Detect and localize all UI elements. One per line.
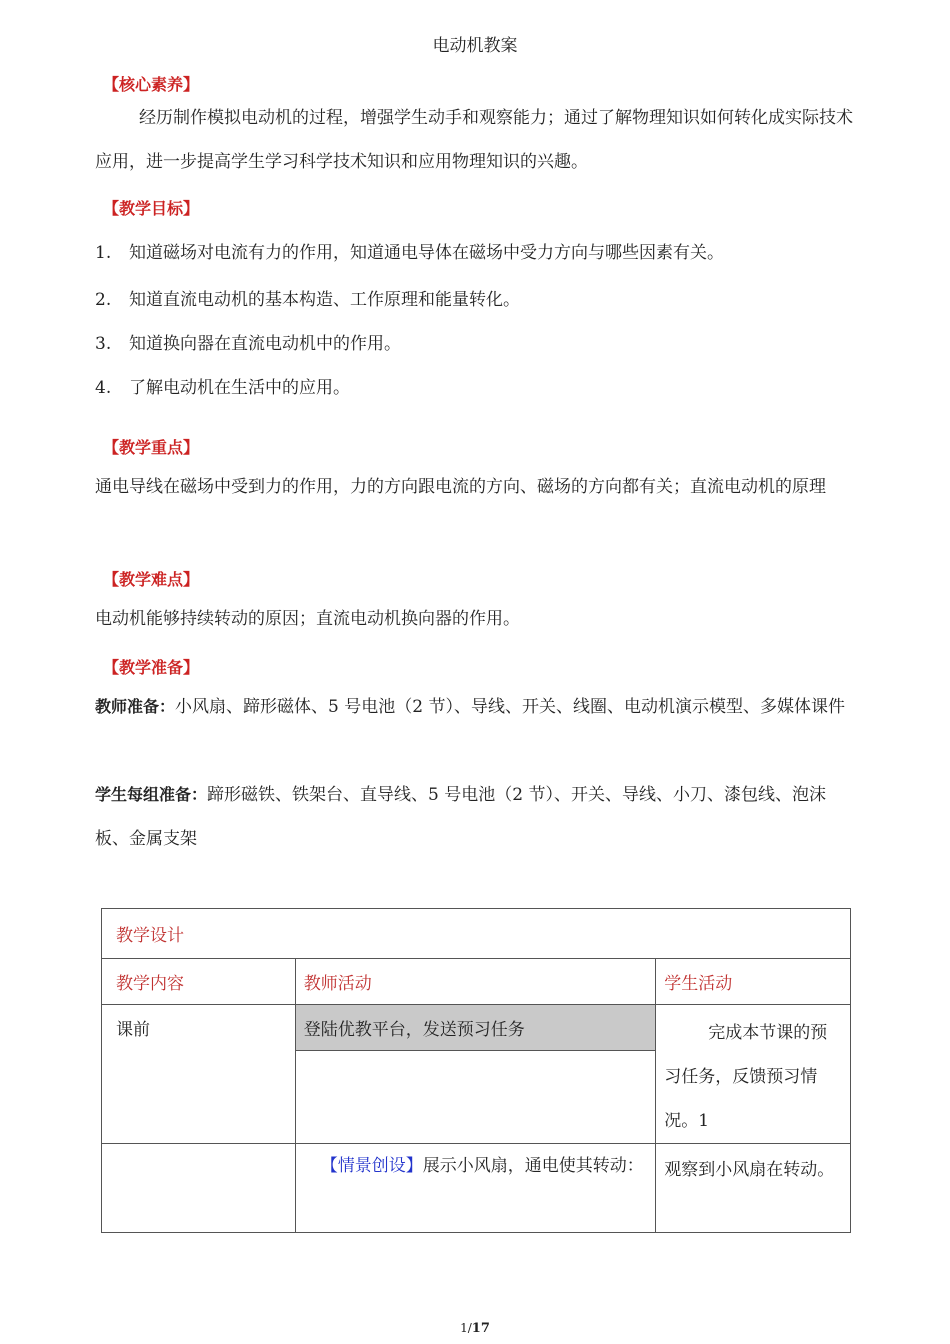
difficulty-text: 电动机能够持续转动的原因；直流电动机换向器的作用。	[95, 609, 520, 629]
teacher-prep-text: 小风扇、蹄形磁体、5 号电池（2 节）、导线、开关、线圈、电动机演示模型、多媒体课件	[175, 697, 845, 717]
header-student: 学生活动	[656, 959, 851, 1005]
page-number: 1/	[460, 1321, 472, 1335]
key-text: 通电导线在磁场中受到力的作用，力的方向跟电流的方向、磁场的方向都有关；直流电动机的原理	[95, 477, 826, 497]
teaching-design-table	[101, 908, 851, 1233]
row1-content: 课前	[102, 1005, 296, 1144]
teacher-prep-label: 教师准备：	[95, 697, 176, 716]
row2-teacher-text: 展示小风扇，通电使其转动：	[422, 1156, 644, 1176]
row2-content	[102, 1144, 296, 1233]
row1-student-text: 完成本节课的预习任务，反馈预习情况。1	[664, 1023, 828, 1131]
page-title: 电动机教案	[432, 36, 518, 56]
core-heading: 【核心素养】	[103, 75, 200, 94]
row1-student	[656, 1005, 851, 1144]
goals-heading: 【教学目标】	[103, 199, 200, 218]
goal-text: 知道磁场对电流有力的作用，知道通电导体在磁场中受力方向与哪些因素有关。	[129, 243, 724, 263]
header-content: 教学内容	[102, 959, 296, 1005]
goal-number: 2.	[95, 290, 112, 310]
goal-text: 知道换向器在直流电动机中的作用。	[129, 334, 401, 354]
student-prep-text: 蹄形磁铁、铁架台、直导线、5 号电池（2 节）、开关、导线、小刀、漆包线、泡沫板、金属支架	[95, 785, 826, 849]
goal-number: 1.	[95, 243, 112, 263]
core-text: 经历制作模拟电动机的过程，增强学生动手和观察能力；通过了解物理知识如何转化成实际技术应用，进一步提高学生学习科学技术知识和应用物理知识的兴趣。	[95, 108, 853, 172]
goal-number: 4.	[95, 378, 112, 398]
key-heading: 【教学重点】	[103, 438, 200, 457]
row2-teacher	[295, 1144, 655, 1233]
row1-teacher-cell	[295, 1005, 655, 1144]
scenario-tag: 【情景创设】	[320, 1156, 423, 1176]
goal-number: 3.	[95, 334, 112, 354]
goal-item	[95, 285, 520, 310]
page-footer	[0, 1321, 950, 1336]
goal-text: 知道直流电动机的基本构造、工作原理和能量转化。	[129, 290, 520, 310]
teacher-prep	[95, 685, 855, 729]
header-teacher: 教师活动	[295, 959, 655, 1005]
row2-student: 观察到小风扇在转动。	[656, 1144, 851, 1233]
row1-teacher: 登陆优教平台，发送预习任务	[296, 1005, 655, 1051]
goal-item	[95, 329, 401, 354]
page-total: 17	[471, 1321, 490, 1336]
student-prep	[95, 773, 855, 861]
difficulty-heading: 【教学难点】	[103, 570, 200, 589]
goal-text: 了解电动机在生活中的应用。	[129, 378, 350, 398]
prep-heading: 【教学准备】	[103, 658, 200, 677]
student-prep-label: 学生每组准备：	[95, 785, 208, 804]
goal-item	[95, 238, 724, 263]
table-caption: 教学设计	[102, 909, 851, 959]
goal-item	[95, 373, 350, 398]
